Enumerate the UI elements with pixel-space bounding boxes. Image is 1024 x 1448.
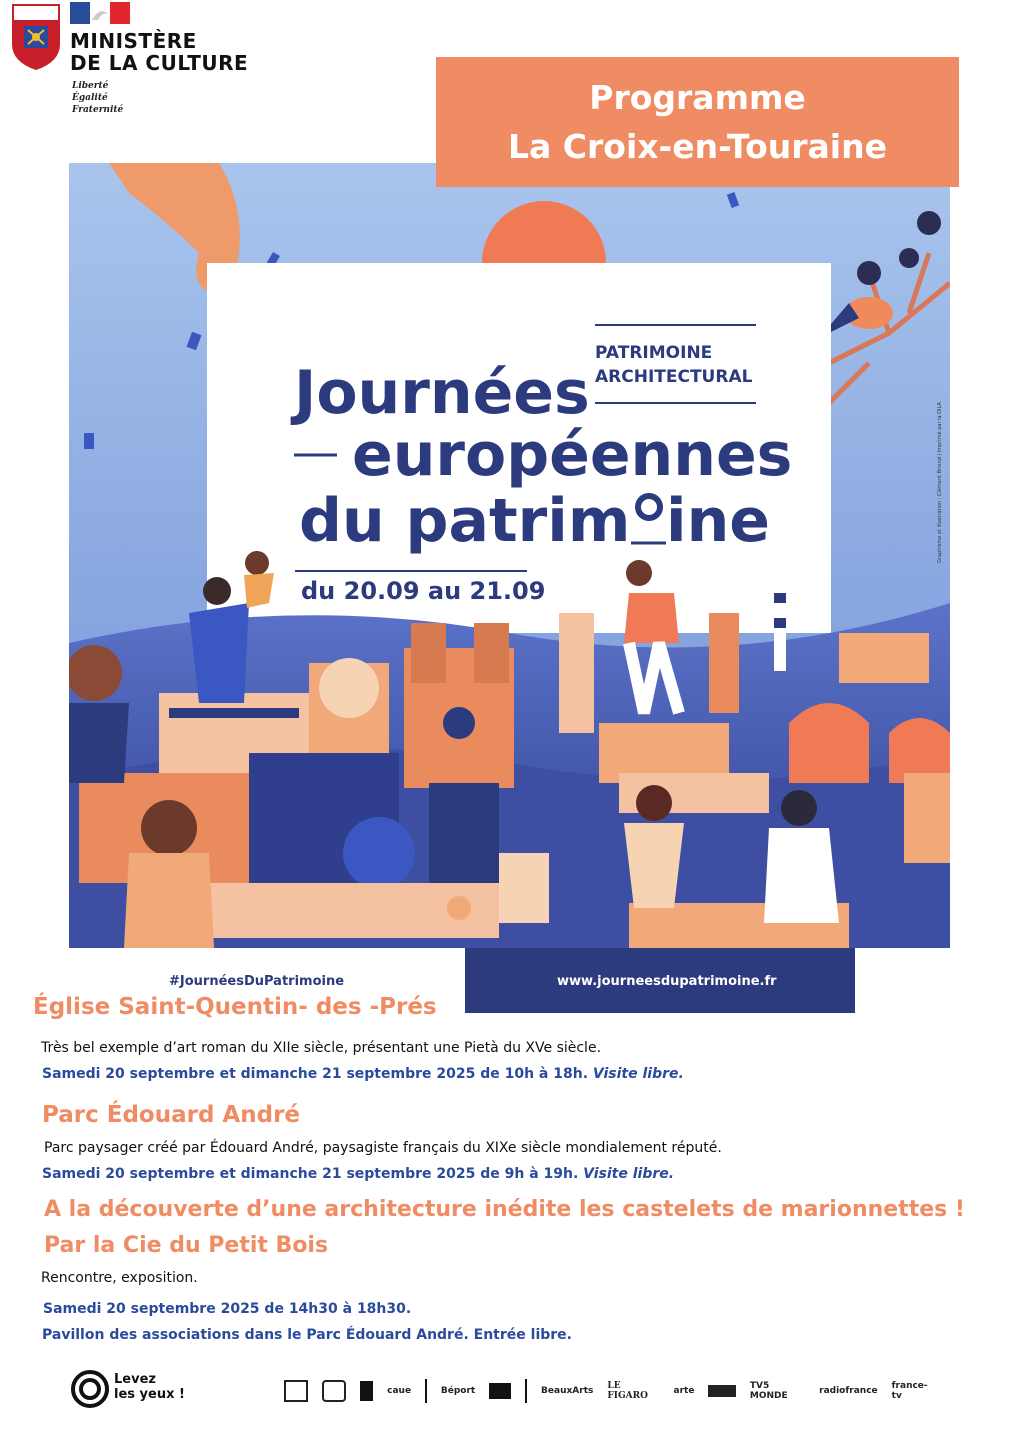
event-3-subtitle: Par la Cie du Petit Bois bbox=[44, 1233, 329, 1258]
event-2-date bbox=[42, 1166, 674, 1182]
partner-beauxarts: BeauxArts bbox=[541, 1386, 594, 1396]
partner-logo-1 bbox=[284, 1380, 308, 1402]
event-3-date: Samedi 20 septembre 2025 de 14h30 à 18h30. bbox=[43, 1301, 412, 1317]
partner-logo-2 bbox=[322, 1380, 346, 1402]
ministry-name bbox=[70, 30, 248, 74]
partner-arte: arte bbox=[673, 1386, 695, 1396]
poster-kicker-2: ARCHITECTURAL bbox=[595, 367, 753, 387]
partner-francetv: france-tv bbox=[891, 1381, 928, 1401]
person-father-shape bbox=[189, 603, 249, 703]
event-2-description: Parc paysager créé par Édouard André, paysagiste français du XIXe siècle mondialement réputé. bbox=[44, 1140, 722, 1156]
event-1-date bbox=[42, 1066, 684, 1082]
ministry-line-1: MINISTÈRE bbox=[70, 29, 197, 53]
partner-logo-3 bbox=[360, 1381, 373, 1401]
partner-radiofrance: radiofrance bbox=[819, 1386, 878, 1396]
event-1-title: Église Saint-Quentin- des -Prés bbox=[33, 994, 437, 1020]
poster-kicker-1: PATRIMOINE bbox=[595, 343, 713, 363]
levez-les-yeux-logo bbox=[114, 1372, 185, 1402]
event-1-description: Très bel exemple d’art roman du XIIe siècle, présentant une Pietà du XVe siècle. bbox=[41, 1040, 602, 1056]
event-2-title: Parc Édouard André bbox=[42, 1102, 301, 1128]
programme-banner bbox=[436, 57, 959, 187]
poster-title-3-end: ine bbox=[666, 486, 770, 556]
partner-tv5monde: TV5 MONDE bbox=[749, 1381, 788, 1401]
marianne-flag-logo bbox=[70, 2, 130, 24]
event-1-date-text: Samedi 20 septembre et dimanche 21 septembre 2025 de 10h à 18h. bbox=[42, 1066, 589, 1082]
partner-caue: caue bbox=[387, 1386, 412, 1396]
event-3-place: Pavillon des associations dans le Parc Édouard André. Entrée libre. bbox=[42, 1327, 572, 1343]
levez-les-yeux-logo-icon bbox=[70, 1370, 110, 1408]
event-2-date-text: Samedi 20 septembre et dimanche 21 septembre 2025 de 9h à 19h. bbox=[42, 1166, 579, 1182]
poster-illustration bbox=[69, 163, 950, 1013]
partner-beport: Béport bbox=[440, 1386, 476, 1396]
event-3-title: A la découverte d’une architecture inédite les castelets de marionnettes ! bbox=[44, 1197, 965, 1222]
poster-hashtag: #JournéesDuPatrimoine bbox=[169, 974, 345, 989]
poster-dates: du 20.09 au 21.09 bbox=[301, 577, 546, 605]
levez-line-2: les yeux ! bbox=[114, 1387, 185, 1402]
motto-fraternite: Fraternité bbox=[72, 105, 124, 115]
banner-line-1: Programme bbox=[589, 78, 806, 117]
motto-egalite: Égalité bbox=[72, 93, 108, 103]
levez-line-1: Levez bbox=[114, 1372, 156, 1387]
poster-title-1: Journées bbox=[294, 358, 590, 428]
partner-lefigaro: LE FIGARO bbox=[607, 1381, 648, 1401]
poster-title-3: du patrim bbox=[299, 486, 631, 556]
partner-logo-4 bbox=[489, 1383, 511, 1399]
poster-website: www.journeesdupatrimoine.fr bbox=[557, 974, 777, 989]
republic-motto bbox=[72, 80, 123, 116]
banner-line-2: La Croix-en-Touraine bbox=[508, 127, 887, 166]
town-crest-logo bbox=[8, 0, 64, 72]
motto-liberte: Liberté bbox=[72, 81, 109, 91]
partner-logo-5 bbox=[708, 1385, 735, 1397]
event-2-note: Visite libre. bbox=[583, 1166, 675, 1182]
event-1-note: Visite libre. bbox=[592, 1066, 684, 1082]
event-3-description: Rencontre, exposition. bbox=[41, 1270, 198, 1286]
partner-logos bbox=[284, 1378, 934, 1404]
ministry-line-2: DE LA CULTURE bbox=[70, 51, 249, 75]
poster-title-2: européennes bbox=[352, 420, 793, 490]
poster-credit: Graphisme et illustration : Clément Briend | Imprimé par la DILA bbox=[937, 402, 943, 563]
